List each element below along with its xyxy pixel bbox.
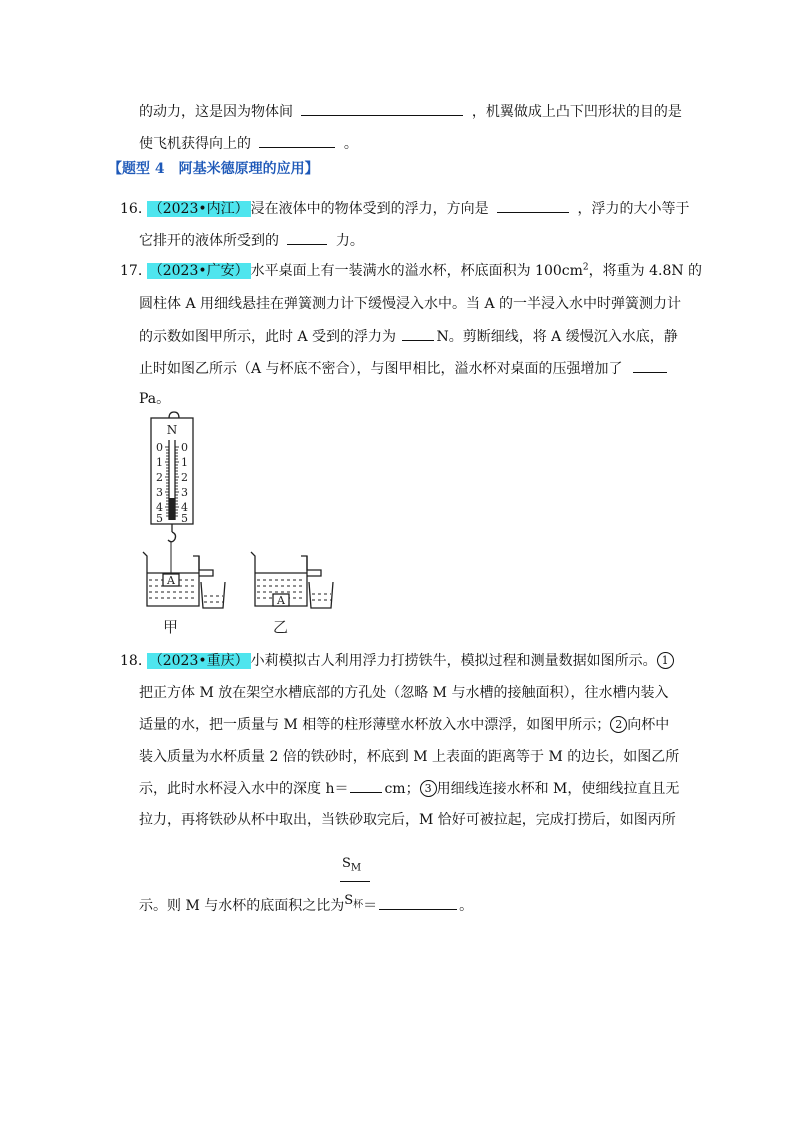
caption-jia: 甲: [163, 618, 179, 635]
q18-text-7a: 示。则 M 与水杯的底面积之比为: [139, 898, 345, 914]
top-hook: [169, 412, 179, 418]
intro-line-1: [139, 101, 682, 122]
block-a-label: A: [167, 574, 175, 587]
question-number: 17.: [120, 263, 143, 279]
circled-number: 1: [657, 652, 674, 669]
question-number: 18.: [120, 653, 143, 669]
scale-number: 3: [181, 486, 188, 499]
equals-sign: ＝: [363, 898, 378, 914]
q18-text-3a: 适量的水，把一质量与 M 相等的柱形薄壁水杯放入水中漂浮，如图甲所示；: [139, 717, 611, 733]
q17-text-1b: ，将重为 4.8N 的: [588, 263, 703, 279]
source-tag: （2023•广安）: [148, 263, 249, 279]
block-a-label: A: [277, 594, 285, 607]
answer-blank[interactable]: [301, 101, 463, 116]
intro-text-2a: 使飞机获得向上的: [139, 136, 251, 152]
scale-number: 4: [181, 501, 188, 514]
question-17-line-3: [139, 326, 678, 347]
question-18-line-2: 把正方体 M 放在架空水槽底部的方孔处（忽略 M 与水槽的接触面积），往水槽内装入: [139, 685, 669, 701]
question-18-line-7: [139, 891, 473, 916]
section-heading: 【题型 4 阿基米德原理的应用】: [108, 161, 319, 177]
scale-number: 0: [181, 441, 188, 454]
q17-text-1a: 水平桌面上有一装满水的溢水杯，杯底面积为 100cm: [250, 263, 583, 279]
q17-text-4a: 止时如图乙所示（A 与杯底不密合），与图甲相比，溢水杯对桌面的压强增加了: [139, 361, 623, 377]
answer-blank[interactable]: [402, 326, 434, 341]
unit-label: N: [166, 423, 178, 437]
q18-text-5a: 示，此时水杯浸入水中的深度 h＝: [139, 781, 349, 797]
question-17-line-4: [139, 358, 667, 379]
q16-text-1a: 浸在液体中的物体受到的浮力，方向是: [250, 201, 489, 217]
spring-scale-figure: [135, 410, 355, 635]
fraction-numerator: $S_M$: [342, 856, 362, 874]
q18-text-1a: 小莉模拟古人利用浮力打捞铁牛，模拟过程和测量数据如图所示。: [250, 653, 657, 669]
q16-text-1b: ，浮力的大小等于: [577, 201, 690, 217]
intro-text-1a: 的动力，这是因为物体间: [139, 104, 293, 120]
intro-text-1b: ，机翼做成上凸下凹形状的目的是: [471, 104, 682, 120]
scale-number: 0: [156, 441, 163, 454]
scale-number: 4: [156, 501, 163, 514]
scale-number: 1: [156, 456, 163, 469]
answer-blank[interactable]: [259, 133, 335, 148]
answer-blank[interactable]: [497, 198, 569, 213]
intro-line-2: [139, 133, 358, 154]
question-17-line-1: [120, 261, 702, 281]
scale-number: 1: [181, 456, 188, 469]
q16-text-2b: 力。: [335, 233, 364, 249]
fraction-bar: [340, 881, 370, 882]
q16-text-2a: 它排开的液体所受到的: [139, 233, 279, 249]
question-17-line-5: Pa。: [139, 391, 171, 407]
q18-text-7end: 。: [459, 898, 474, 914]
scale-number: 3: [156, 486, 163, 499]
fraction-denominator: $S_杯$: [344, 893, 364, 911]
answer-blank[interactable]: [379, 895, 457, 910]
answer-blank[interactable]: [350, 778, 382, 793]
answer-blank[interactable]: [287, 230, 327, 245]
circled-number: 3: [420, 780, 437, 797]
question-18-line-4: 装入质量为水杯质量 2 倍的铁砂时，杯底到 M 上表面的距离等于 M 的边长，如图乙所: [139, 749, 680, 765]
scale-number: 2: [181, 471, 188, 484]
question-18-line-5: [139, 778, 679, 799]
caption-yi: 乙: [273, 618, 289, 635]
question-17-line-2: 圆柱体 A 用细线悬挂在弹簧测力计下缓慢浸入水中。当 A 的一半浸入水中时弹簧测力计: [139, 296, 682, 312]
intro-text-2b: 。: [343, 136, 358, 152]
pointer-fill: [169, 498, 175, 520]
q18-text-3b: 向杯中: [627, 717, 670, 733]
question-number: 16.: [120, 201, 143, 217]
question-16-line-2: [139, 230, 364, 251]
q17-text-3b: N。剪断细线，将 A 缓慢沉入水底，静: [436, 329, 678, 345]
beaker-jia: [143, 552, 225, 608]
question-18-line-1: [120, 651, 674, 671]
bottom-hook: [168, 532, 176, 542]
source-tag: （2023•内江）: [148, 201, 249, 217]
question-16-line-1: [120, 198, 690, 219]
scale-number: 5: [156, 512, 163, 525]
scale-number: 2: [156, 471, 163, 484]
q18-text-5c: 用细线连接水杯和 M，使细线拉直且无: [436, 781, 680, 797]
q17-text-3a: 的示数如图甲所示，此时 A 受到的浮力为: [139, 329, 397, 345]
circled-number: 2: [610, 716, 627, 733]
question-18-line-3: [139, 715, 669, 735]
answer-blank[interactable]: [633, 358, 667, 373]
source-tag: （2023•重庆）: [148, 653, 249, 669]
question-18-line-6: 拉力，再将铁砂从杯中取出，当铁砂取完后，M 恰好可被拉起，完成打捞后，如图丙所: [139, 812, 676, 828]
scale-number: 5: [181, 512, 188, 525]
beaker-yi: [251, 552, 333, 608]
q18-text-5b: cm；: [384, 781, 420, 797]
superscript: 2: [582, 262, 589, 273]
